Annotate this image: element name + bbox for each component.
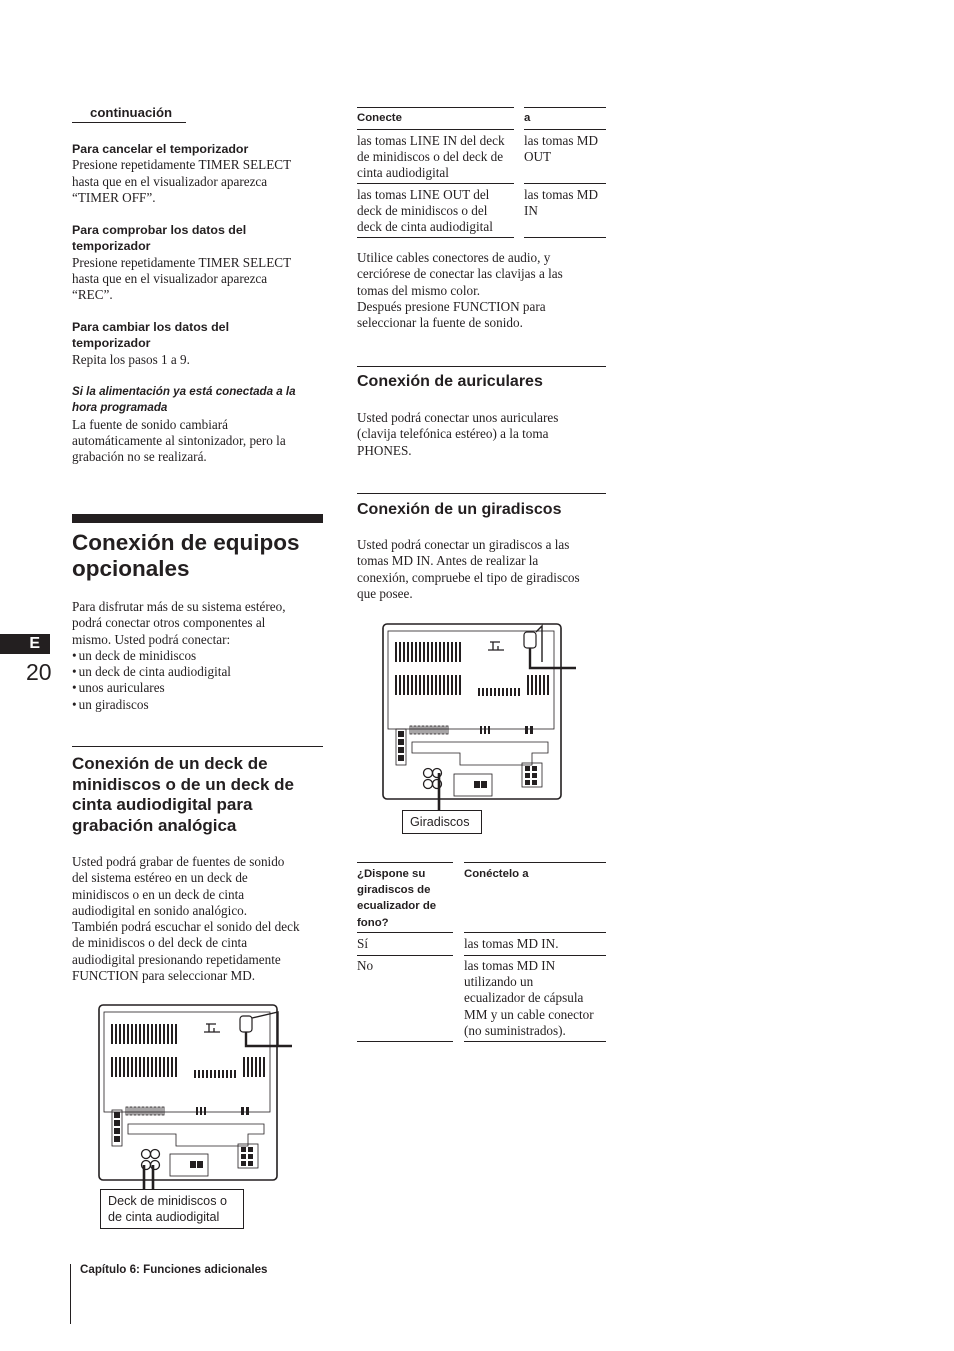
table1-bottom-rule-col2 <box>524 237 606 238</box>
continuation-label: continuación <box>90 105 173 120</box>
table-row: las tomas MD IN utilizando un ecualizador de cápsula MM y un cable conector (no suministrados). <box>464 958 594 1038</box>
table1-header-conecte: Conecte <box>357 112 402 124</box>
phones-rule <box>357 366 606 367</box>
md-deck-label: Deck de minidiscos o de cinta audiodigital <box>100 1189 244 1229</box>
cables-note-block <box>357 250 607 331</box>
change-block <box>72 319 322 368</box>
table2-row-rule-col2 <box>464 955 606 956</box>
intro-text: Para disfrutar más de su sistema estéreo, podrá conectar otros componentes al mismo. Usted podrá conectar: <box>72 599 286 647</box>
table-row: las tomas LINE IN del deck de minidiscos o del deck de cinta audiodigital <box>357 133 505 181</box>
md-body: Usted podrá grabar de fuentes de sonido del sistema estéreo en un deck de minidiscos o en un deck de cinta audiodigital en sonido analógico. También podrá escuchar el sonido del deck de minidiscos o del deck de cinta audiodigital presionando repetidamente FUNCTION para seleccionar MD. <box>72 854 300 984</box>
phones-body: Usted podrá conectar unos auriculares (clavija telefónica estéreo) a la toma PHONES. <box>357 410 559 458</box>
list-item: • unos auriculares <box>72 680 324 696</box>
md-body-block <box>72 854 324 984</box>
table2-header-rule-col2 <box>464 932 606 933</box>
continuation-rule <box>72 122 186 123</box>
change-title: Para cambiar los datos del temporizador <box>72 320 230 351</box>
table2-header-connect: Conéctelo a <box>464 868 529 880</box>
turntable-title: Conexión de un giradiscos <box>357 501 562 518</box>
turntable-body: Usted podrá conectar un giradiscos a las tomas MD IN. Antes de realizar la conexión, compruebe el tipo de giradiscos que posee. <box>357 537 580 601</box>
section-title: Conexión de equipos opcionales <box>72 530 300 581</box>
list-item: • un deck de minidiscos <box>72 648 324 664</box>
table1-header-rule-col2 <box>524 129 606 130</box>
power-body: La fuente de sonido cambiará automáticamente al sintonizador, pero la grabación no se realizará. <box>72 416 286 465</box>
table-row: las tomas MD IN <box>524 187 598 219</box>
turntable-label: Giradiscos <box>402 810 482 834</box>
md-section-rule <box>72 746 323 747</box>
table-row: Sí <box>357 936 368 951</box>
change-body: Repita los pasos 1 a 9. <box>72 351 190 367</box>
table2-row-rule-col1 <box>357 955 453 956</box>
cables-note: Utilice cables conectores de audio, y cerciórese de conectar las clavijas a las tomas del mismo color. Después presione FUNCTION para seleccionar la fuente de sonido. <box>357 250 563 331</box>
phones-title: Conexión de auriculares <box>357 373 543 390</box>
power-title: Si la alimentación ya está conectada a la hora programada <box>72 385 296 415</box>
equipment-list <box>72 648 324 713</box>
list-item: • un deck de cinta audiodigital <box>72 664 324 680</box>
turntable-block <box>357 537 607 602</box>
page-tab <box>0 634 50 654</box>
table2-header-question: ¿Dispone su giradiscos de ecualizador de fono? <box>357 868 437 929</box>
table1-row-rule-col2 <box>524 183 606 184</box>
table1-top-rule-col1 <box>357 107 514 108</box>
check-title: Para comprobar los datos del temporizador <box>72 223 247 254</box>
cancel-title: Para cancelar el temporizador <box>72 142 249 156</box>
table-row: las tomas LINE OUT del deck de minidiscos o del deck de cinta audiodigital <box>357 187 493 235</box>
turntable-rule <box>357 493 606 494</box>
check-body: Presione repetidamente TIMER SELECT hasta que en el visualizador aparezca “REC”. <box>72 254 292 303</box>
table1-row-rule-col1 <box>357 183 514 184</box>
table-row: las tomas MD IN. <box>464 936 559 951</box>
section-bar <box>72 514 323 523</box>
table-row: No <box>357 958 374 973</box>
table1-header-a: a <box>524 112 531 124</box>
intro-block <box>72 599 324 713</box>
table-row: las tomas MD OUT <box>524 133 598 165</box>
cancel-body: Presione repetidamente TIMER SELECT hasta que en el visualizador aparezca “TIMER OFF”. <box>72 157 292 205</box>
table1-header-rule-col1 <box>357 129 514 130</box>
md-section-title: Conexión de un deck de minidiscos o de un deck de cinta audiodigital para grabación analógica <box>72 754 294 835</box>
table2-bottom-rule-col1 <box>357 1041 453 1042</box>
chapter-footer: Capítulo 6: Funciones adicionales <box>80 1263 268 1276</box>
page-number: 20 <box>26 659 52 685</box>
table2-top-rule-col2 <box>464 862 606 863</box>
phones-block <box>357 410 607 459</box>
turntable-connection-diagram <box>380 622 580 810</box>
table1-top-rule-col2 <box>524 107 606 108</box>
table2-top-rule-col1 <box>357 862 453 863</box>
footer-rule <box>70 1264 71 1324</box>
md-connection-diagram <box>96 1004 296 1190</box>
table1-bottom-rule-col1 <box>357 237 514 238</box>
cancel-block <box>72 141 322 206</box>
table2-header-rule-col1 <box>357 932 453 933</box>
power-block <box>72 384 324 465</box>
page-tab-letter: E <box>29 635 40 652</box>
check-block <box>72 222 322 303</box>
list-item: • un giradiscos <box>72 697 324 713</box>
table2-bottom-rule-col2 <box>464 1041 606 1042</box>
